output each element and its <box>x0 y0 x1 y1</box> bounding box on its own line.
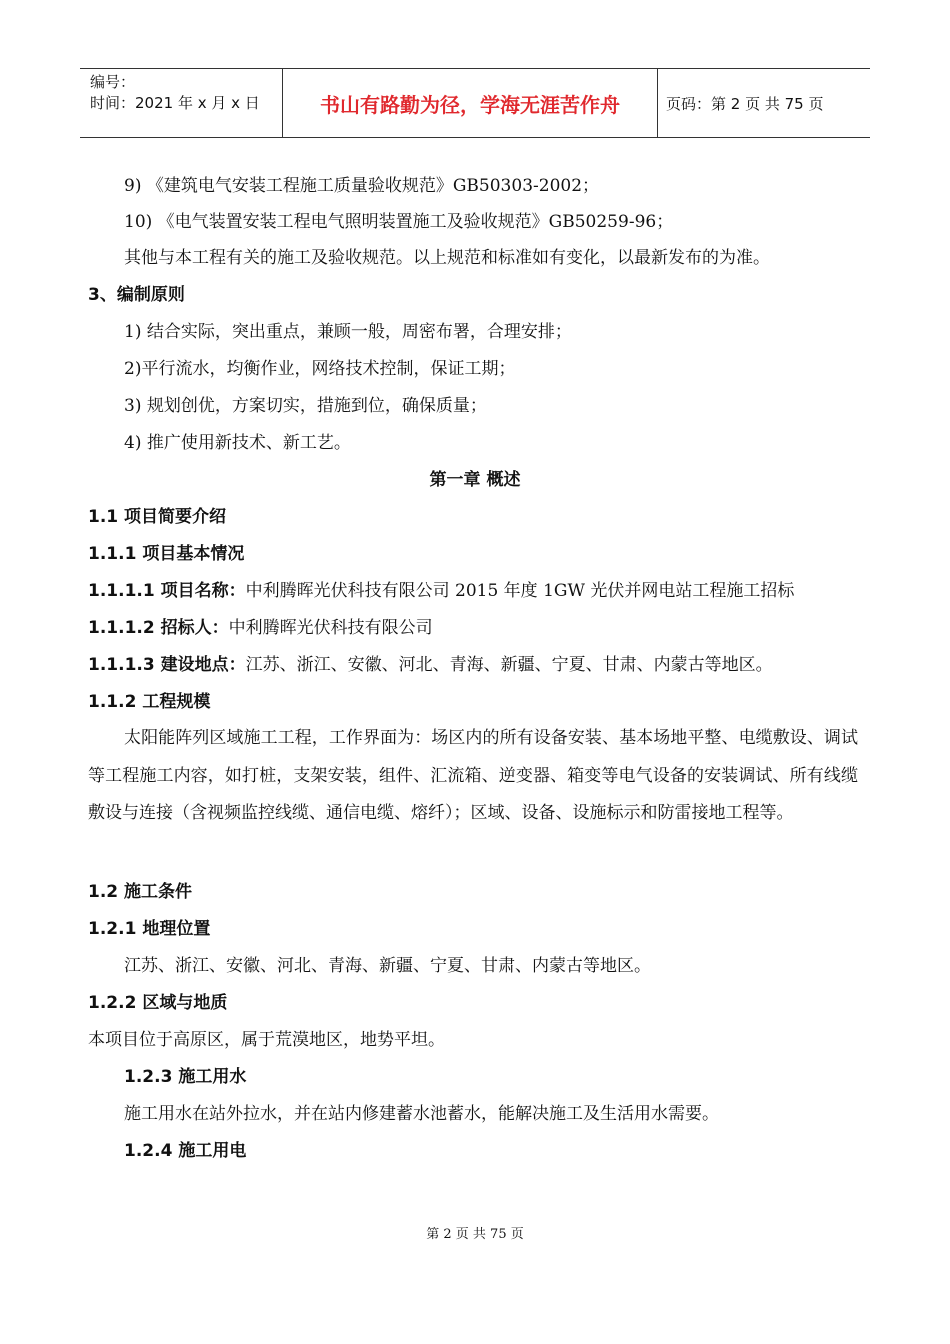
site-row <box>88 653 773 677</box>
heading-1-2: 1.2 施工条件 <box>88 882 193 902</box>
heading-1-1: 1.1 项目简要介绍 <box>88 507 227 527</box>
project-name-row <box>88 579 794 603</box>
site-label: 1.1.1.3 建设地点： <box>88 655 246 675</box>
region-geology-text: 本项目位于高原区，属于荒漠地区，地势平坦。 <box>88 1030 445 1050</box>
heading-1-1-2: 1.1.2 工程规模 <box>88 692 211 712</box>
header-meta <box>80 69 282 137</box>
reference-item-10: 10) 《电气装置安装工程电气照明装置施工及验收规范》GB50259-96； <box>124 212 674 232</box>
water-supply-text: 施工用水在站外拉水，并在站内修建蓄水池蓄水，能解决施工及生活用水需要。 <box>124 1104 719 1124</box>
header-motto: 书山有路勤为径，学海无涯苦作舟 <box>282 69 658 137</box>
principle-item-2: 2)平行流水，均衡作业，网络技术控制，保证工期； <box>124 359 516 379</box>
reference-note: 其他与本工程有关的施工及验收规范。以上规范和标准如有变化，以最新发布的为准。 <box>124 248 770 268</box>
tenderer-row <box>88 616 433 640</box>
heading-1-2-2: 1.2.2 区域与地质 <box>88 993 228 1013</box>
project-name-value: 中利腾晖光伏科技有限公司 2015 年度 1GW 光伏并网电站工程施工招标 <box>245 581 795 601</box>
page-footer: 第 2 页 共 75 页 <box>426 1227 524 1242</box>
principle-item-1: 1) 结合实际，突出重点，兼顾一般，周密布署，合理安排； <box>124 322 572 342</box>
tenderer-value: 中利腾晖光伏科技有限公司 <box>228 618 433 638</box>
document-date: 时间：2021 年 x 月 x 日 <box>90 94 260 112</box>
heading-1-2-4: 1.2.4 施工用电 <box>124 1141 247 1161</box>
principle-item-4: 4) 推广使用新技术、新工艺。 <box>124 433 351 453</box>
heading-1-2-1: 1.2.1 地理位置 <box>88 919 211 939</box>
tenderer-label: 1.1.1.2 招标人： <box>88 618 229 638</box>
site-value: 江苏、浙江、安徽、河北、青海、新疆、宁夏、甘肃、内蒙古等地区。 <box>245 655 773 675</box>
geo-location-text: 江苏、浙江、安徽、河北、青海、新疆、宁夏、甘肃、内蒙古等地区。 <box>124 956 651 976</box>
project-name-label: 1.1.1.1 项目名称： <box>88 581 246 601</box>
document-number-label: 编号： <box>90 73 136 91</box>
page-header <box>80 68 870 138</box>
reference-item-9: 9) 《建筑电气安装工程施工质量验收规范》GB50303-2002； <box>124 176 600 196</box>
principle-item-3: 3) 规划创优，方案切实，措施到位，确保质量； <box>124 396 487 416</box>
header-page-info: 页码：第 2 页 共 75 页 <box>666 94 824 113</box>
heading-1-2-3: 1.2.3 施工用水 <box>124 1067 247 1087</box>
heading-1-1-1: 1.1.1 项目基本情况 <box>88 544 245 564</box>
project-scale-paragraph: 太阳能阵列区域施工工程，工作界面为：场区内的所有设备安装、基本场地平整、电缆敷设、调试等工程施工内容，如打桩，支架安装，组件、汇流箱、逆变器、箱变等电气设备的安装调试、所有线缆敷设与连接（含视频监控线缆、通信电缆、熔纤）；区域、设备、设施标示和防雷接地工程等。 <box>88 728 858 823</box>
chapter-title: 第一章 概述 <box>429 470 521 490</box>
section-3-heading: 3、编制原则 <box>88 285 185 305</box>
